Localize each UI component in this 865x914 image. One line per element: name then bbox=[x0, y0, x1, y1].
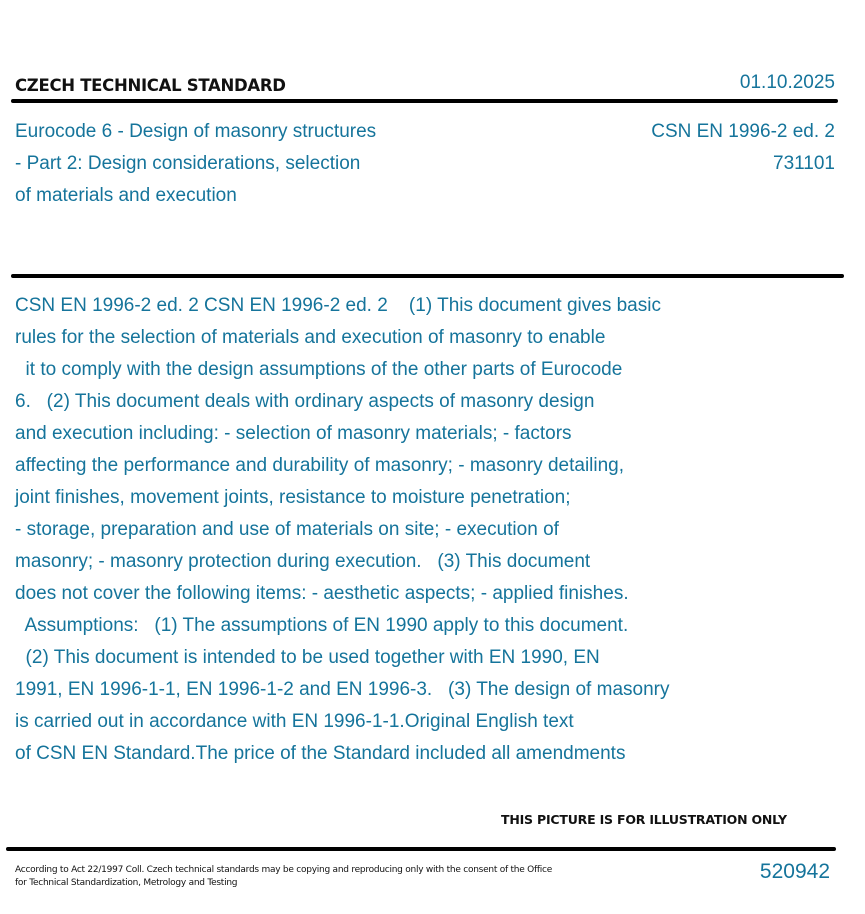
illustration-notice: THIS PICTURE IS FOR ILLUSTRATION ONLY bbox=[501, 812, 787, 827]
standard-title bbox=[15, 116, 445, 212]
title-line: Eurocode 6 - Design of masonry structures bbox=[15, 121, 377, 142]
body-line: 6. (2) This document deals with ordinary aspects of masonry design bbox=[15, 391, 595, 412]
body-line: - storage, preparation and use of materials on site; - execution of bbox=[15, 519, 559, 540]
header-divider bbox=[11, 99, 838, 103]
standard-designation: CSN EN 1996-2 ed. 2 bbox=[651, 121, 835, 142]
body-line: 1991, EN 1996-1-1, EN 1996-1-2 and EN 1996-3. (3) The design of masonry bbox=[15, 679, 670, 700]
title-line: of materials and execution bbox=[15, 185, 237, 206]
legal-line: for Technical Standardization, Metrology and Testing bbox=[15, 878, 238, 888]
title-line: - Part 2: Design considerations, selection bbox=[15, 153, 361, 174]
legal-notice bbox=[15, 864, 552, 890]
section-divider bbox=[11, 274, 844, 278]
body-line: joint finishes, movement joints, resistance to moisture penetration; bbox=[15, 487, 571, 508]
body-line: masonry; - masonry protection during execution. (3) This document bbox=[15, 551, 591, 572]
body-line: of CSN EN Standard.The price of the Standard included all amendments bbox=[15, 743, 626, 764]
legal-line: According to Act 22/1997 Coll. Czech technical standards may be copying and reproducing only with the consent of the Office bbox=[15, 865, 553, 875]
footer-divider bbox=[6, 847, 836, 851]
body-line: rules for the selection of materials and execution of masonry to enable bbox=[15, 327, 606, 348]
abstract-text bbox=[15, 290, 775, 770]
body-line: does not cover the following items: - aesthetic aspects; - applied finishes. bbox=[15, 583, 629, 604]
body-line: affecting the performance and durability of masonry; - masonry detailing, bbox=[15, 455, 625, 476]
body-line: (2) This document is intended to be used together with EN 1990, EN bbox=[15, 647, 600, 668]
product-code: 520942 bbox=[759, 860, 830, 883]
class-number: 731101 bbox=[773, 153, 835, 174]
body-line: Assumptions: (1) The assumptions of EN 1990 apply to this document. bbox=[15, 615, 629, 636]
issue-date: 01.10.2025 bbox=[739, 72, 835, 93]
body-line: it to comply with the design assumptions of the other parts of Eurocode bbox=[15, 359, 623, 380]
standard-identifiers bbox=[651, 116, 835, 180]
body-line: and execution including: - selection of masonry materials; - factors bbox=[15, 423, 572, 444]
header-label: CZECH TECHNICAL STANDARD bbox=[15, 76, 286, 95]
body-line: is carried out in accordance with EN 1996-1-1.Original English text bbox=[15, 711, 574, 732]
body-line: CSN EN 1996-2 ed. 2 CSN EN 1996-2 ed. 2 (1) This document gives basic bbox=[15, 295, 661, 316]
